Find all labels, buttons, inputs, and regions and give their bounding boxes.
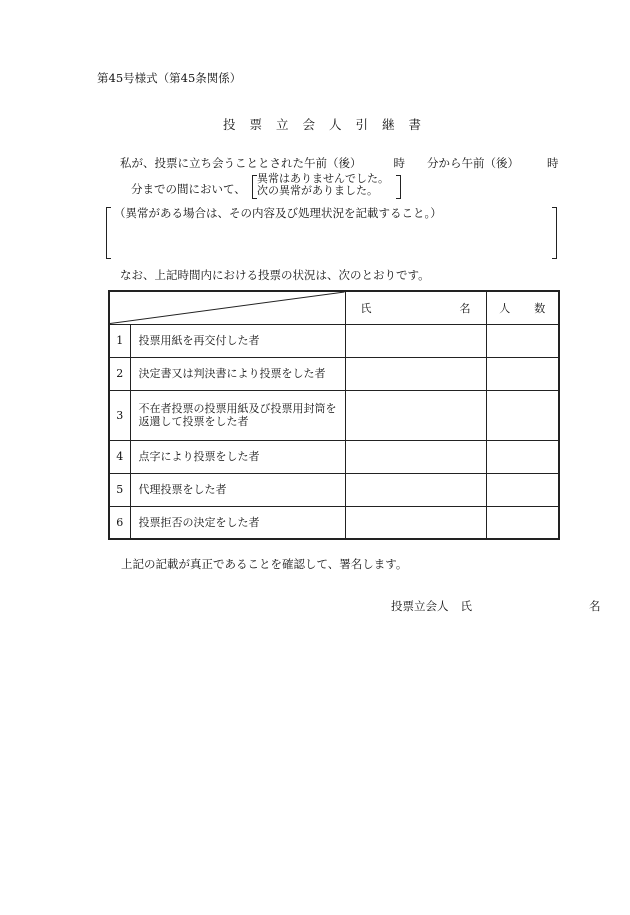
hour-label-2: 時 [547, 156, 559, 170]
row-label: 決定書又は判決書により投票をした者 [130, 357, 345, 390]
row-number: 6 [109, 506, 130, 539]
signature-line [391, 598, 601, 614]
signature-name-label: 氏名 [460, 599, 601, 613]
confirmation-text: 上記の記載が真正であることを確認して、署名します。 [121, 557, 408, 571]
note-text: （異常がある場合は、その内容及び処理状況を記載すること。） [114, 206, 442, 220]
option-abnormality: 次の異常がありました。 [257, 184, 378, 197]
form-number: 第45号様式（第45条関係） [97, 71, 242, 85]
count-cell[interactable] [486, 440, 559, 473]
row-number: 3 [109, 390, 130, 440]
statement-line-2: 分までの間において、 [131, 182, 246, 196]
document-title: 投票立会人引継書 [222, 117, 435, 132]
minute-from-label: 分から午前（後） [427, 156, 519, 170]
row-number: 4 [109, 440, 130, 473]
row-label: 投票用紙を再交付した者 [130, 324, 345, 357]
header-count: 人数 [486, 291, 559, 324]
table-row [109, 506, 559, 539]
name-cell[interactable] [345, 440, 486, 473]
row-label: 投票拒否の決定をした者 [130, 506, 345, 539]
row-number: 5 [109, 473, 130, 506]
count-cell[interactable] [486, 390, 559, 440]
row-number: 2 [109, 357, 130, 390]
table-header-row [109, 291, 559, 324]
name-cell[interactable] [345, 390, 486, 440]
count-cell[interactable] [486, 506, 559, 539]
row-label: 不在者投票の投票用紙及び投票用封筒を返還して投票をした者 [130, 390, 345, 440]
row-label: 点字により投票をした者 [130, 440, 345, 473]
choice-options [257, 173, 389, 197]
name-cell[interactable] [345, 324, 486, 357]
count-cell[interactable] [486, 324, 559, 357]
table-row [109, 440, 559, 473]
note-bracket-right [552, 207, 557, 259]
note-bracket-left [106, 207, 111, 259]
header-diagonal-cell [109, 291, 345, 324]
diagonal-line [110, 292, 345, 324]
table-row [109, 357, 559, 390]
name-cell[interactable] [345, 473, 486, 506]
count-cell[interactable] [486, 357, 559, 390]
signature-role: 投票立会人 [391, 599, 449, 613]
table-row [109, 473, 559, 506]
statement-part1: 私が、投票に立ち会うこととされた午前（後） [120, 156, 362, 170]
voting-status-table [108, 290, 560, 540]
choice-bracket-right [396, 175, 401, 199]
count-cell[interactable] [486, 473, 559, 506]
table-row [109, 324, 559, 357]
table-intro: なお、上記時間内における投票の状況は、次のとおりです。 [120, 268, 430, 282]
name-cell[interactable] [345, 506, 486, 539]
header-name: 氏名 [345, 291, 486, 324]
option-no-abnormality: 異常はありませんでした。 [257, 172, 389, 185]
row-label: 代理投票をした者 [130, 473, 345, 506]
row-number: 1 [109, 324, 130, 357]
hour-label-1: 時 [393, 156, 405, 170]
table-row [109, 390, 559, 440]
name-cell[interactable] [345, 357, 486, 390]
statement-line-1 [120, 155, 559, 171]
